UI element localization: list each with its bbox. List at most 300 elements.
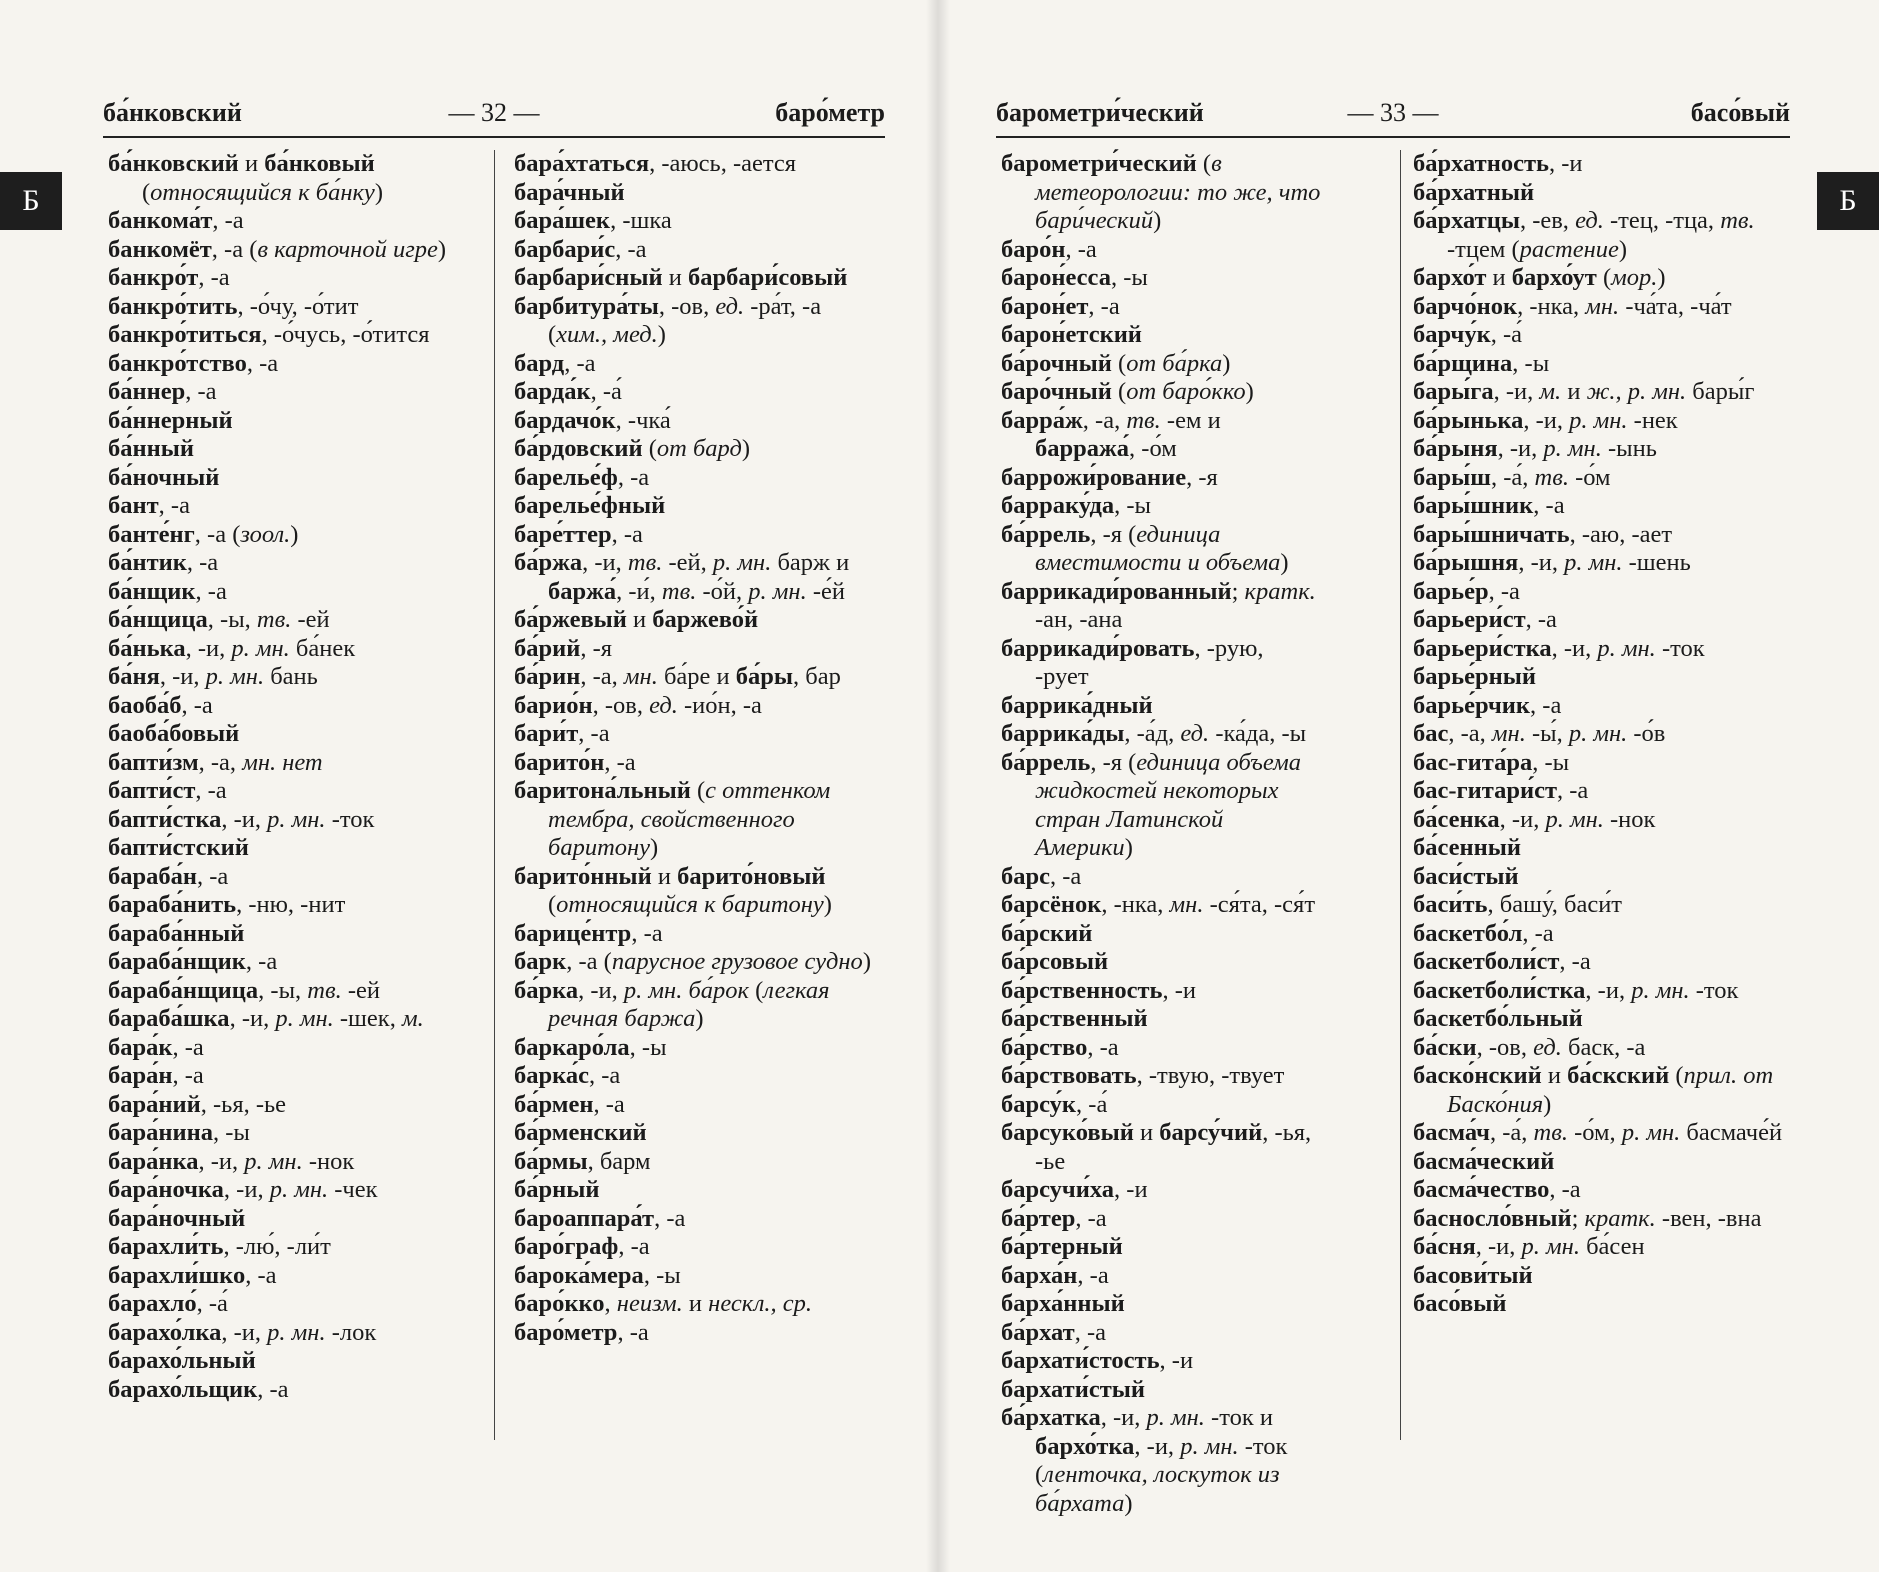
headword: ба́нковый — [264, 150, 375, 177]
headword: бараба́нить — [108, 891, 237, 918]
dictionary-entry — [1413, 863, 1785, 892]
dictionary-entry — [108, 150, 478, 207]
dictionary-entry — [108, 1176, 478, 1205]
headword: бароаппара́т — [514, 1204, 655, 1232]
headword: баржево́й — [652, 606, 759, 633]
entry-text: , -ню, -нит — [236, 891, 346, 918]
grammar-note: мор. — [1611, 264, 1658, 291]
grammar-note: р. мн. — [712, 549, 772, 576]
entry-text: -тцем ( — [1447, 207, 1761, 263]
headword: барон́етский — [1001, 321, 1142, 348]
grammar-note: р. мн. — [244, 1147, 303, 1175]
grammar-note: р. мн. — [748, 577, 807, 605]
entry-text: , башу́, баси́т — [1487, 891, 1623, 918]
headword: ба́сня — [1413, 1233, 1476, 1260]
entry-text: , -а — [617, 463, 650, 491]
dictionary-entry — [108, 407, 478, 436]
entry-text: , -а́ — [590, 378, 622, 405]
grammar-note: с оттенком тембра, свойственного баритону — [548, 777, 837, 861]
entry-text: ) — [657, 321, 666, 348]
dictionary-entry — [108, 236, 478, 265]
dictionary-entry — [108, 1205, 478, 1234]
entry-text: , -я — [580, 634, 613, 662]
dictionary-entry — [1001, 492, 1323, 521]
grammar-note: тв. — [256, 606, 292, 633]
dictionary-entry — [1001, 407, 1323, 464]
headword: бапти́зм — [108, 748, 199, 776]
entry-text: , -и, — [1497, 435, 1544, 462]
grammar-note: прил. от Баско́ния — [1447, 1062, 1780, 1118]
entry-text: , -а — [611, 520, 643, 548]
dictionary-entry — [514, 1233, 886, 1262]
dictionary-entry — [1413, 207, 1785, 264]
entry-text: , -а, — [580, 663, 624, 690]
headword: ба́рственность — [1001, 976, 1163, 1004]
entry-text: , -а — [615, 235, 647, 263]
dictionary-entry — [514, 1119, 886, 1148]
grammar-note: ед. — [649, 691, 678, 719]
grammar-note: зоол. — [240, 520, 291, 548]
dictionary-entry — [514, 1262, 886, 1291]
dictionary-entry — [514, 435, 886, 464]
entry-text: -шень — [1622, 549, 1691, 576]
grammar-note: мн. — [1169, 891, 1204, 918]
entry-text: -о́м, — [1567, 1119, 1622, 1146]
entry-text: , -а — [604, 748, 636, 776]
entry-text: , -нка, — [1517, 292, 1586, 320]
entry-text: , -а, — [1082, 406, 1127, 434]
dictionary-entry — [108, 834, 478, 863]
headword: баоба́б — [108, 691, 182, 719]
dictionary-entry — [1413, 350, 1785, 379]
dictionary-entry — [1413, 1119, 1785, 1148]
headword: барсёнок — [1001, 891, 1102, 918]
grammar-note: р. мн. — [1146, 1404, 1205, 1431]
dictionary-entry — [1413, 1205, 1785, 1234]
dictionary-entry — [1413, 692, 1785, 721]
headword: баржа́ — [548, 577, 617, 605]
headword: барража́ — [1035, 435, 1130, 462]
entry-text: и — [1541, 1062, 1568, 1089]
entry-text: -ей — [341, 976, 381, 1004]
headword: ба́ня — [108, 663, 160, 690]
entry-text: , -а́, — [1489, 1119, 1534, 1146]
headword: бара́ночка — [108, 1176, 224, 1203]
entry-text: ) — [862, 948, 871, 975]
grammar-note: р. мн. — [1545, 805, 1604, 833]
entry-text: , -и, — [223, 1176, 270, 1203]
left-page — [0, 0, 938, 1572]
headword: барда́к — [514, 378, 591, 405]
entry-text: -ка́да, -ы — [1209, 720, 1307, 747]
entry-text: ( — [690, 777, 706, 804]
dictionary-entry — [108, 777, 478, 806]
headword: банкро́тство — [108, 349, 247, 377]
grammar-note: единица вместимости и объема — [1035, 520, 1281, 576]
headword: барье́рчик — [1413, 691, 1531, 719]
headword: бапти́ст — [108, 777, 196, 804]
entry-text: -нок — [1603, 805, 1656, 833]
entry-text: , -и, — [582, 549, 628, 576]
entry-text: и — [1561, 378, 1587, 405]
entry-text: и — [662, 264, 688, 291]
entry-text: ( — [142, 150, 381, 206]
entry-text: , -а — [181, 691, 213, 719]
entry-text: , -а — [578, 720, 610, 747]
entry-text: , -а — [257, 1375, 289, 1403]
headword: бара́нина — [108, 1119, 213, 1146]
entry-text: , -и — [1114, 1176, 1148, 1203]
dictionary-entry — [108, 321, 478, 350]
entry-text: ; — [1571, 1204, 1585, 1232]
entry-text: , -ы — [1512, 349, 1550, 377]
dictionary-entry — [514, 264, 886, 293]
dictionary-entry — [514, 920, 886, 949]
headword: бара́ночный — [108, 1204, 246, 1232]
entry-text: , -а — [1549, 1176, 1581, 1203]
headword: ба́рство — [1001, 1033, 1088, 1061]
dictionary-entry — [1001, 521, 1323, 578]
entry-text: -ем и — [1160, 406, 1227, 434]
headword: барье́р — [1413, 577, 1489, 605]
entry-text: ( — [1596, 264, 1612, 291]
headword: барс — [1001, 862, 1050, 890]
entry-text: ) — [1124, 1489, 1133, 1517]
entry-text: басмаче́й — [1680, 1119, 1783, 1146]
entry-text: , -ы — [212, 1119, 250, 1146]
dictionary-entry — [514, 948, 886, 977]
entry-text: , -ов, — [1476, 1033, 1534, 1061]
entry-text: , -и, — [1499, 805, 1546, 833]
dictionary-entry — [108, 606, 478, 635]
entry-text: , -ов, — [592, 691, 650, 719]
guide-word-first: ба́нковский — [103, 98, 242, 127]
headword: бара́ний — [108, 1090, 201, 1118]
dictionary-entry — [1001, 635, 1323, 692]
dictionary-entry — [1413, 1148, 1785, 1177]
dictionary-entry — [108, 1233, 478, 1262]
headword: басносло́вный — [1413, 1204, 1572, 1232]
headword: ба́ржа — [514, 549, 583, 576]
headword: барелье́ф — [514, 463, 618, 491]
headword: барахо́льный — [108, 1347, 256, 1374]
headword: бараба́нщик — [108, 948, 246, 975]
entry-text: -ча́та, -ча́т — [1619, 292, 1732, 320]
headword: ба́рмен — [514, 1090, 594, 1118]
headword: баррика́ды — [1001, 720, 1125, 747]
dictionary-entry — [1001, 321, 1323, 350]
entry-text: , -а, — [198, 748, 243, 776]
entry-text: ( — [748, 976, 764, 1004]
entry-text: , -а — [1557, 777, 1589, 804]
headword: ба́нтик — [108, 549, 187, 576]
entry-text: , -о́чу, -о́тит — [237, 292, 359, 320]
dictionary-entry — [1413, 720, 1785, 749]
grammar-note: р. мн. — [269, 1176, 329, 1203]
headword: барахли́ть — [108, 1233, 224, 1260]
entry-text: , -а́ — [1076, 1090, 1108, 1118]
entry-text: , -а ( — [566, 948, 612, 975]
headword: барахо́льщик — [108, 1375, 258, 1403]
guide-word-first: барометри́ческий — [996, 98, 1204, 127]
headword: бараба́н — [108, 862, 197, 890]
entry-text: и — [682, 1290, 709, 1317]
dictionary-entry — [108, 492, 478, 521]
entry-text: , -и — [1159, 1347, 1194, 1374]
dictionary-entry — [108, 948, 478, 977]
dictionary-entry — [1001, 1119, 1323, 1176]
entry-text: , -и, — [198, 1147, 245, 1175]
entry-text: ) — [1222, 349, 1231, 377]
dictionary-entry — [1413, 549, 1785, 578]
entry-text: баск, -а — [1561, 1033, 1646, 1061]
dictionary-entry — [108, 1319, 478, 1348]
entry-text: ( — [1111, 349, 1127, 377]
dictionary-entry — [1413, 321, 1785, 350]
dictionary-entry — [514, 521, 886, 550]
headword: ба́скский — [1567, 1062, 1670, 1089]
headword: басма́чество — [1413, 1176, 1550, 1203]
entry-text: , -ья, -ье — [200, 1090, 287, 1118]
headword: банкро́титься — [108, 321, 262, 348]
column-divider — [1400, 150, 1401, 1440]
entry-text: , -шка — [610, 207, 672, 234]
entry-text: бань — [264, 663, 318, 690]
headword: басови́тый — [1413, 1261, 1533, 1289]
entry-text: ) — [1124, 834, 1133, 861]
headword: ба́рствовать — [1001, 1062, 1137, 1089]
headword: ба́ртерный — [1001, 1233, 1123, 1260]
entry-text: -ы́, — [1525, 720, 1569, 747]
entry-text: ) — [1280, 549, 1289, 576]
dictionary-entry — [1001, 1347, 1323, 1376]
grammar-note: р. мн. — [1521, 1233, 1580, 1260]
dictionary-entry — [1413, 777, 1785, 806]
entry-text: , -ы — [1114, 492, 1151, 519]
headword: барон́ет — [1001, 292, 1089, 320]
dictionary-entry — [1413, 635, 1785, 664]
dictionary-entry — [1001, 749, 1323, 863]
dictionary-entry — [1001, 1319, 1323, 1348]
entry-text: -чек — [328, 1176, 378, 1203]
guide-word-last: басо́вый — [1690, 98, 1790, 127]
headword: барьери́ст — [1413, 606, 1526, 633]
headword: бараба́нщица — [108, 976, 259, 1004]
dictionary-entry — [514, 492, 886, 521]
entry-text: , -и́, — [616, 577, 662, 605]
grammar-note: р. мн. — [267, 1318, 326, 1346]
dictionary-entry — [514, 720, 886, 749]
headword: банкро́тить — [108, 292, 238, 320]
entry-text: , -а́, — [1490, 463, 1535, 491]
grammar-note: от ба́рка — [1126, 349, 1223, 377]
dictionary-entry — [1001, 350, 1323, 379]
headword: бары́га — [1413, 378, 1494, 405]
grammar-note: ед. — [1575, 207, 1604, 234]
dictionary-entry — [1001, 1290, 1323, 1319]
dictionary-entry — [108, 464, 478, 493]
headword: баскетбо́льный — [1413, 1005, 1583, 1032]
headword: ба́рий — [514, 634, 581, 662]
dictionary-entry — [514, 663, 886, 692]
dictionary-entry — [108, 350, 478, 379]
headword: барио́н — [514, 691, 593, 719]
entry-text: , -и, — [1100, 1404, 1147, 1431]
running-head — [103, 96, 885, 138]
headword: барбари́сный — [514, 264, 663, 291]
entry-text: , -а ( — [211, 235, 258, 263]
dictionary-column — [514, 150, 886, 1347]
entry-text: , -а́ — [1490, 321, 1522, 348]
entry-text: , -а — [589, 1062, 621, 1089]
headword: барбари́с — [514, 235, 616, 263]
grammar-note: р. мн. — [1543, 435, 1602, 462]
headword: ба́ржевый — [514, 606, 627, 633]
dictionary-entry — [108, 207, 478, 236]
entry-text: -ан, -ана — [1035, 577, 1322, 633]
headword: ба́ннер — [108, 378, 186, 405]
headword: бараба́шка — [108, 1005, 230, 1032]
entry-text: , -а — [186, 549, 219, 576]
dictionary-entry — [1413, 150, 1785, 179]
dictionary-entry — [514, 977, 886, 1034]
entry-text: , -и, — [159, 663, 206, 690]
dictionary-entry — [1413, 749, 1785, 778]
headword: баррикади́рованный — [1001, 577, 1232, 605]
dictionary-entry — [1001, 1404, 1323, 1518]
entry-text: , -а — [1559, 948, 1591, 975]
entry-text: -ток ( — [1035, 1432, 1294, 1488]
dictionary-entry — [108, 1290, 478, 1319]
headword: баро́кко — [514, 1290, 605, 1317]
headword: ба́нька — [108, 634, 186, 662]
grammar-note: в карточной игре — [257, 235, 438, 263]
dictionary-entry — [1001, 464, 1323, 493]
grammar-note: р. мн. — [1631, 976, 1690, 1004]
entry-text: , -а́ — [196, 1290, 228, 1317]
headword: баррикади́ровать — [1001, 634, 1195, 662]
headword: ба́рхатность — [1413, 150, 1549, 177]
dictionary-entry — [108, 1148, 478, 1177]
headword: баррожи́рование — [1001, 463, 1187, 491]
dictionary-entry — [514, 1205, 886, 1234]
grammar-note: хим., мед. — [556, 321, 658, 348]
entry-text: -тец, -тца, — [1603, 207, 1721, 234]
grammar-note: мн. — [1491, 720, 1526, 747]
headword: бархати́стость — [1001, 1347, 1160, 1374]
entry-text: , -ья, -ье — [1035, 1119, 1318, 1175]
grammar-note: р. мн. — [1569, 406, 1628, 434]
dictionary-entry — [1001, 264, 1323, 293]
entry-text: , -и — [1548, 150, 1583, 177]
grammar-note: от бард — [656, 435, 742, 462]
grammar-note: тв. — [661, 577, 697, 605]
entry-text: -нок — [302, 1147, 355, 1175]
entry-text: , -лю́, -ли́т — [223, 1233, 331, 1260]
entry-text: , -и, — [221, 1318, 268, 1346]
entry-text: , -ы, — [258, 976, 308, 1004]
headword: барито́н — [514, 748, 605, 776]
headword: ба́сенный — [1413, 834, 1522, 861]
dictionary-entry — [108, 891, 478, 920]
entry-text: , -и, — [1523, 406, 1570, 434]
headword: барьери́стка — [1413, 634, 1552, 662]
headword: банте́нг — [108, 520, 195, 548]
headword: ба́рынька — [1413, 406, 1524, 434]
headword: ба́ррель — [1001, 748, 1091, 776]
headword: бари́т — [514, 720, 579, 747]
entry-text: , -а — [564, 349, 596, 377]
entry-text: , -а — [195, 777, 227, 804]
headword: банкома́т — [108, 207, 213, 234]
entry-text: , -и, — [1518, 549, 1565, 576]
entry-text: -шек, — [333, 1005, 402, 1032]
headword: баркаро́ла — [514, 1033, 630, 1061]
entry-text: ) — [1543, 1090, 1552, 1118]
entry-text: , -аю, -ает — [1569, 520, 1673, 548]
entry-text: , -а — [617, 1318, 649, 1346]
entry-text: и — [238, 150, 265, 177]
headword: ба́рщина — [1413, 349, 1513, 377]
entry-text: ) — [1618, 235, 1628, 263]
grammar-note: тв. — [1720, 207, 1755, 234]
entry-text: -ио́н, -а — [677, 691, 762, 719]
headword: барахли́шко — [108, 1261, 246, 1289]
entry-text: , -а — [245, 1261, 277, 1289]
entry-text: , -а — [1088, 292, 1120, 320]
headword: ба́рхатка — [1001, 1404, 1101, 1431]
headword: бара́н — [108, 1062, 173, 1089]
headword: барсуко́вый — [1001, 1119, 1134, 1146]
grammar-note: тв. — [307, 976, 342, 1004]
headword: бархо́ут — [1511, 264, 1597, 291]
entry-text: , -а — [212, 207, 244, 234]
headword: барк — [514, 948, 567, 975]
dictionary-entry — [514, 635, 886, 664]
entry-text: ( — [1196, 150, 1212, 177]
dictionary-entry — [1001, 1233, 1323, 1262]
dictionary-entry — [108, 264, 478, 293]
dictionary-entry — [1413, 293, 1785, 322]
dictionary-entry — [514, 1091, 886, 1120]
dictionary-entry — [1413, 407, 1785, 436]
entry-text: ) — [290, 520, 299, 548]
headword: баси́ть — [1413, 891, 1488, 918]
dictionary-entry — [1001, 150, 1327, 236]
entry-text: , -ы — [1110, 264, 1148, 291]
headword: бара́нка — [108, 1147, 199, 1175]
dictionary-entry — [1001, 720, 1323, 749]
grammar-note: относящийся к ба́нку — [150, 178, 375, 206]
headword: барха́нный — [1001, 1290, 1125, 1317]
headword: баси́стый — [1413, 862, 1519, 890]
dictionary-entry — [1413, 521, 1785, 550]
dictionary-entry — [108, 1091, 478, 1120]
entry-text: , -я — [1186, 463, 1218, 491]
entry-text: , -а — [1075, 1204, 1107, 1232]
dictionary-entry — [1001, 293, 1323, 322]
headword: ба́сенка — [1413, 805, 1500, 833]
entry-text: , -а — [195, 577, 227, 605]
dictionary-entry — [1001, 236, 1323, 265]
entry-text: , -а — [1530, 691, 1562, 719]
headword: ба́рин — [514, 663, 581, 690]
dictionary-entry — [1001, 1205, 1323, 1234]
entry-text: , -а — [246, 349, 279, 377]
headword: ба́рыня — [1413, 435, 1498, 462]
headword: ба́рмы — [514, 1147, 588, 1175]
headword: бара́хтаться — [514, 150, 650, 177]
